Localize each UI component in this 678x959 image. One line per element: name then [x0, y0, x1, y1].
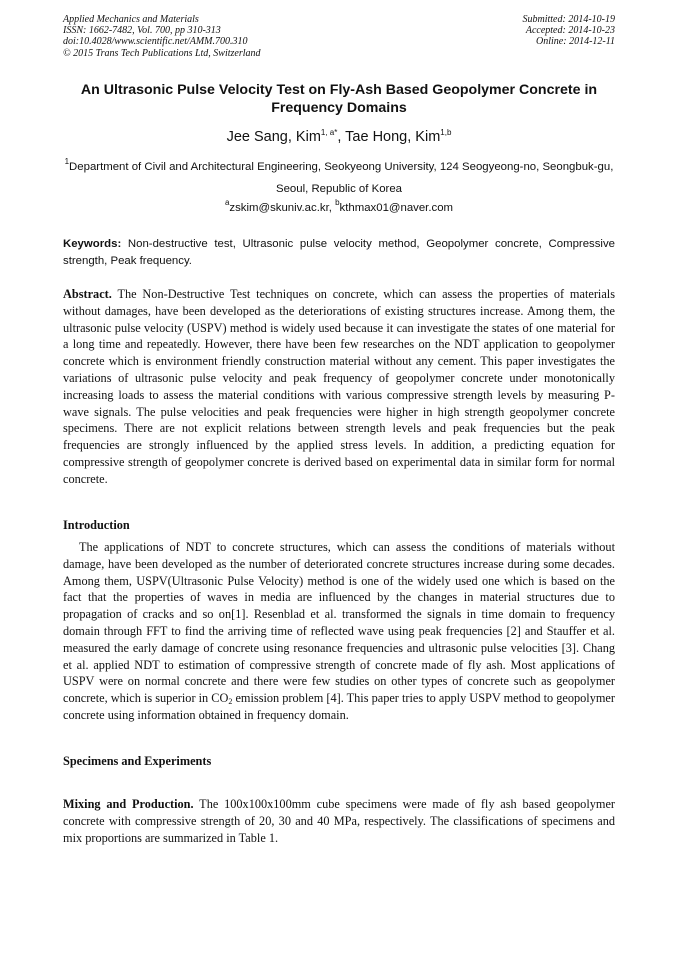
paper-title: An Ultrasonic Pulse Velocity Test on Fly-Ash Based Geopolymer Concrete in Frequency Domains: [80, 82, 598, 116]
journal-copyright: © 2015 Trans Tech Publications Ltd, Switzerland: [63, 47, 261, 59]
mixing-paragraph: [63, 796, 615, 846]
author-1-name: Jee Sang, Kim: [226, 129, 321, 145]
affiliation-text: Department of Civil and Architectural Engineering, Seokyeong University, 124 Seogyeong-no, Seongbuk-gu, Seoul, Republic of Korea: [69, 161, 614, 195]
journal-doi: doi:10.4028/www.scientific.net/AMM.700.310: [63, 36, 248, 48]
abstract-paragraph: [63, 286, 615, 488]
mixing-text: The 100x100x100mm cube specimens were made of fly ash based geopolymer concrete with compressive strength of 20, 30 and 40 MPa, respectively. The classifications of specimens and mix proportions are summarized in Table 1.: [63, 797, 616, 845]
author-2-marker: 1,b: [440, 128, 452, 137]
introduction-heading: Introduction: [63, 518, 130, 532]
submitted-date: Submitted: 2014-10-19: [522, 14, 615, 25]
mixing-label: Mixing and Production.: [63, 797, 194, 811]
email-a-marker: a: [224, 198, 230, 207]
email-b-marker: b: [335, 198, 340, 207]
affiliation-marker: 1: [64, 157, 70, 166]
email-a-address: zskim@skuniv.ac.kr,: [229, 202, 336, 214]
email-line: [63, 200, 615, 216]
keywords-text: Non-destructive test, Ultrasonic pulse velocity method, Geopolymer concrete, Compressive strength, Peak frequency.: [63, 238, 615, 267]
keywords-label: Keywords:: [63, 238, 122, 250]
journal-issn: ISSN: 1662-7482, Vol. 700, pp 310-313: [63, 25, 221, 37]
author-2-name: Tae Hong, Kim: [345, 129, 441, 145]
journal-header-right: [523, 14, 616, 48]
email-b-address: kthmax01@naver.com: [339, 202, 454, 214]
abstract-text: The Non-Destructive Test techniques on concrete, which can assess the properties of materials without damages, have been developed as the deteriorations of existing structures increase. Among them, the ultrasonic pulse velocity (USPV) method is widely used because it can investigate the states of one material for a long time and repeatedly. However, there have been few researches on the NDT application to geopolymer concrete which is environment friendly construction material without any cement. This paper investigates the variations of ultrasonic pulse velocity and peak frequency of geopolymer concrete under monotonically increasing loads to assess the material conditions with various compressive strength levels by measuring P-wave signals. The pulse velocities and peak frequencies were higher in high strength geopolymer concrete specimens. There are not explicit relations between strength levels and peak frequencies but the peak frequencies are strongly influenced by the applied stress levels. In addition, a predicting equation for compressive strength of geopolymer concrete is derived based on experimental data in similar form for normal concrete.: [63, 287, 615, 486]
online-date: Online: 2014-12-11: [536, 36, 615, 48]
journal-name: Applied Mechanics and Materials: [63, 14, 199, 25]
keywords-paragraph: [63, 236, 615, 269]
accepted-date: Accepted: 2014-10-23: [525, 25, 615, 37]
co2-subscript: 2: [228, 697, 233, 707]
abstract-label: Abstract.: [63, 287, 112, 301]
introduction-text-part-2: emission problem [4]. This paper tries to apply USPV method to geopolymer concrete using information obtained in frequency domain.: [63, 691, 615, 722]
author-separator: ,: [337, 129, 346, 145]
affiliation: [63, 156, 615, 200]
author-1-marker: 1, a*: [320, 128, 338, 137]
specimens-heading: Specimens and Experiments: [63, 754, 212, 768]
introduction-paragraph: [63, 539, 615, 724]
introduction-text-part-1: The applications of NDT to concrete structures, which can assess the conditions of materials without damage, have been developed as the number of deteriorated concrete structures increase during some decades. Among them, USPV(Ultrasonic Pulse Velocity) method is one of the widely used one which is based on the fact that the properties of waves in media are influenced by the changes in material structures due to propagation of cracks and so on[1]. Resenblad et al. transformed the signals in time domain to frequency domain through FFT to find the arriving time of reflected wave using peak frequencies [2] and Stauffer et al. measured the early damage of concrete using resonance frequencies and ultrasonic pulse velocities [3]. Chang et al. applied NDT to estimation of compressive strength of concrete made of fly ash. Most applications of USPV were on normal concrete and there were few studies on other types of concrete such as geopolymer concrete, which is superior in CO: [63, 540, 615, 706]
author-line: [63, 128, 615, 146]
journal-header-left: [63, 14, 261, 59]
